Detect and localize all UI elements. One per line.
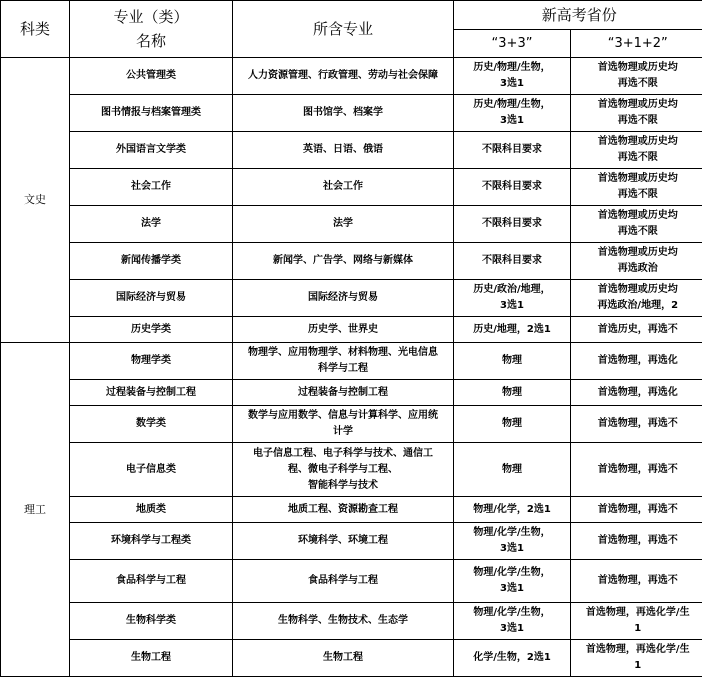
requirement-3-1-2-cell [571, 406, 702, 443]
included-majors-line: 过程装备与控制工程 [298, 386, 388, 398]
included-majors-cell [233, 443, 454, 497]
requirement-line: 首选物理或历史均 [597, 62, 678, 73]
included-majors-cell [233, 603, 454, 640]
major-name-cell: 数学类 [70, 406, 233, 443]
table-row [1, 58, 702, 95]
requirement-line: 不限科目要求 [482, 181, 542, 192]
requirement-3-1-2-cell [571, 343, 702, 380]
requirement-3-1-2-cell [571, 317, 702, 343]
category-cell: 理工 [1, 343, 70, 677]
included-majors-cell [233, 169, 454, 206]
table-row [1, 406, 702, 443]
requirement-line: 不限科目要求 [482, 218, 542, 229]
requirement-line: 物理 [502, 355, 522, 366]
requirement-line: 首选物理，再选不 [597, 463, 678, 475]
requirement-3-1-2-cell [571, 132, 702, 169]
requirement-line: 再选不限 [617, 115, 658, 126]
requirement-3-3-cell [454, 443, 571, 497]
requirement-3-3-cell [454, 169, 571, 206]
included-majors-line: 新闻学、广告学、网络与新媒体 [273, 255, 413, 266]
requirement-3-1-2-cell [571, 523, 702, 560]
requirement-line: 物理 [502, 418, 522, 429]
included-majors-line: 物理学、应用物理学、材料物理、光电信息 [248, 347, 438, 358]
major-name-cell: 地质类 [70, 497, 233, 523]
table-row [1, 497, 702, 523]
requirement-3-1-2-cell [571, 243, 702, 280]
requirement-line: 3选1 [500, 78, 524, 89]
requirement-3-1-2-cell [571, 497, 702, 523]
included-majors-cell [233, 560, 454, 603]
requirement-3-1-2-cell [571, 380, 702, 406]
major-name-cell: 公共管理类 [70, 58, 233, 95]
requirement-line: 首选物理或历史均 [597, 136, 678, 147]
requirement-line: 物理/化学/生物， [473, 607, 551, 618]
requirement-3-3-cell [454, 132, 571, 169]
requirement-line: 首选物理，再选不 [597, 418, 678, 429]
table-row [1, 206, 702, 243]
major-name-cell: 法学 [70, 206, 233, 243]
requirement-line: 再选不限 [617, 152, 658, 163]
requirement-line: 首选物理，再选化 [597, 355, 678, 366]
header-row [1, 1, 702, 30]
table-row [1, 132, 702, 169]
requirement-3-1-2-cell [571, 640, 702, 677]
requirement-line: 首选物理，再选化学/生 [585, 607, 690, 618]
major-name-cell: 国际经济与贸易 [70, 280, 233, 317]
included-majors-line: 数学与应用数学、信息与计算科学、应用统 [248, 410, 438, 421]
table-row [1, 603, 702, 640]
requirement-3-1-2-cell [571, 95, 702, 132]
requirement-3-3-cell [454, 58, 571, 95]
requirement-line: 物理 [502, 386, 522, 398]
requirement-line: 再选不限 [617, 189, 658, 200]
table-row [1, 380, 702, 406]
category-cell: 文史 [1, 58, 70, 343]
included-majors-line: 生物工程 [323, 652, 363, 663]
requirement-3-3-cell [454, 523, 571, 560]
requirement-line: 化学/生物，2选1 [473, 652, 551, 663]
requirement-3-1-2-cell [571, 169, 702, 206]
included-majors-line: 智能科学与技术 [308, 479, 378, 491]
requirement-line: 物理/化学/生物， [473, 527, 551, 538]
included-majors-cell [233, 640, 454, 677]
requirement-3-3-cell [454, 95, 571, 132]
header-new-gaokao: 新高考省份 [454, 1, 702, 30]
requirement-line: 3选1 [500, 543, 524, 554]
requirement-line: 物理 [502, 463, 522, 475]
major-name-cell: 生物工程 [70, 640, 233, 677]
requirement-3-3-cell [454, 317, 571, 343]
included-majors-line: 地质工程、资源勘查工程 [288, 503, 398, 515]
included-majors-cell [233, 280, 454, 317]
major-name-cell: 环境科学与工程类 [70, 523, 233, 560]
requirement-3-1-2-cell [571, 206, 702, 243]
included-majors-cell [233, 406, 454, 443]
major-name-cell: 电子信息类 [70, 443, 233, 497]
requirement-line: 1 [634, 623, 642, 634]
requirement-line: 首选物理，再选不 [597, 575, 678, 586]
header-mode-3-1-2: “3+1+2” [571, 30, 702, 58]
requirement-line: 历史/地理，2选1 [473, 323, 551, 335]
included-majors-cell [233, 132, 454, 169]
requirement-line: 再选政治 [617, 263, 658, 274]
requirement-line: 首选物理，再选不 [597, 535, 678, 546]
requirement-line: 历史/政治/地理， [473, 284, 551, 295]
header-major-name-line2: 名称 [135, 32, 166, 50]
requirement-line: 首选物理或历史均 [597, 99, 678, 110]
table-row [1, 560, 702, 603]
included-majors-cell [233, 206, 454, 243]
requirement-3-3-cell [454, 380, 571, 406]
included-majors-line: 程、微电子科学与工程、 [288, 463, 398, 475]
table-row [1, 640, 702, 677]
requirement-3-3-cell [454, 280, 571, 317]
requirement-line: 首选历史，再选不 [597, 323, 678, 335]
major-name-cell: 图书情报与档案管理类 [70, 95, 233, 132]
requirement-line: 首选物理或历史均 [597, 284, 678, 295]
requirement-3-1-2-cell [571, 603, 702, 640]
requirement-3-3-cell [454, 603, 571, 640]
requirement-line: 3选1 [500, 623, 524, 634]
requirement-3-3-cell [454, 406, 571, 443]
requirement-line: 物理/化学/生物， [473, 567, 551, 578]
included-majors-cell [233, 343, 454, 380]
requirement-line: 再选不限 [617, 226, 658, 237]
major-name-cell: 过程装备与控制工程 [70, 380, 233, 406]
requirement-line: 3选1 [500, 300, 524, 311]
included-majors-line: 人力资源管理、行政管理、劳动与社会保障 [248, 70, 438, 81]
requirement-line: 首选物理或历史均 [597, 173, 678, 184]
header-major-name [70, 1, 233, 58]
table-row [1, 169, 702, 206]
included-majors-cell [233, 497, 454, 523]
header-mode-3-3: “3+3” [454, 30, 571, 58]
included-majors-cell [233, 380, 454, 406]
requirement-line: 1 [634, 660, 642, 671]
requirement-line: 不限科目要求 [482, 144, 542, 155]
major-name-cell: 历史学类 [70, 317, 233, 343]
major-name-cell: 新闻传播学类 [70, 243, 233, 280]
requirement-3-3-cell [454, 560, 571, 603]
included-majors-cell [233, 243, 454, 280]
included-majors-line: 环境科学、环境工程 [298, 535, 388, 546]
requirement-3-3-cell [454, 206, 571, 243]
major-name-cell: 物理学类 [70, 343, 233, 380]
included-majors-cell [233, 58, 454, 95]
major-name-cell: 外国语言文学类 [70, 132, 233, 169]
requirement-line: 首选物理或历史均 [597, 210, 678, 221]
requirement-line: 历史/物理/生物， [473, 62, 551, 73]
requirement-3-1-2-cell [571, 443, 702, 497]
table-row [1, 443, 702, 497]
requirement-line: 首选物理或历史均 [597, 247, 678, 258]
included-majors-line: 英语、日语、俄语 [303, 144, 383, 155]
table-row [1, 317, 702, 343]
included-majors-line: 图书馆学、档案学 [303, 107, 383, 118]
requirement-3-1-2-cell [571, 560, 702, 603]
table-row [1, 95, 702, 132]
requirement-3-3-cell [454, 640, 571, 677]
included-majors-line: 历史学、世界史 [308, 323, 378, 335]
requirement-3-1-2-cell [571, 58, 702, 95]
included-majors-cell [233, 523, 454, 560]
included-majors-line: 生物科学、生物技术、生态学 [278, 615, 408, 626]
header-category: 科类 [1, 1, 70, 58]
table-row [1, 343, 702, 380]
included-majors-line: 科学与工程 [318, 363, 368, 374]
table-row [1, 280, 702, 317]
requirement-line: 首选物理，再选化学/生 [585, 644, 690, 655]
requirement-line: 首选物理，再选化 [597, 386, 678, 398]
included-majors-line: 社会工作 [323, 181, 363, 192]
included-majors-cell [233, 95, 454, 132]
table-row [1, 243, 702, 280]
included-majors-line: 计学 [333, 426, 353, 437]
requirement-line: 3选1 [500, 583, 524, 594]
requirement-3-1-2-cell [571, 280, 702, 317]
included-majors-cell [233, 317, 454, 343]
included-majors-line: 食品科学与工程 [308, 575, 378, 586]
major-name-cell: 社会工作 [70, 169, 233, 206]
requirement-line: 3选1 [500, 115, 524, 126]
major-name-cell: 生物科学类 [70, 603, 233, 640]
header-included-majors: 所含专业 [233, 1, 454, 58]
requirement-line: 物理/化学，2选1 [473, 503, 551, 515]
requirement-line: 首选物理，再选不 [597, 503, 678, 515]
requirement-3-3-cell [454, 343, 571, 380]
header-major-name-line1: 专业（类） [113, 8, 189, 26]
requirement-line: 历史/物理/生物， [473, 99, 551, 110]
major-name-cell: 食品科学与工程 [70, 560, 233, 603]
table-row [1, 523, 702, 560]
included-majors-line: 国际经济与贸易 [308, 292, 378, 303]
requirement-3-3-cell [454, 243, 571, 280]
included-majors-line: 法学 [333, 218, 353, 229]
requirement-line: 再选不限 [617, 78, 658, 89]
requirement-line: 再选政治/地理，2 [597, 300, 679, 311]
requirement-line: 不限科目要求 [482, 255, 542, 266]
requirement-3-3-cell [454, 497, 571, 523]
included-majors-line: 电子信息工程、电子科学与技术、通信工 [253, 447, 433, 459]
